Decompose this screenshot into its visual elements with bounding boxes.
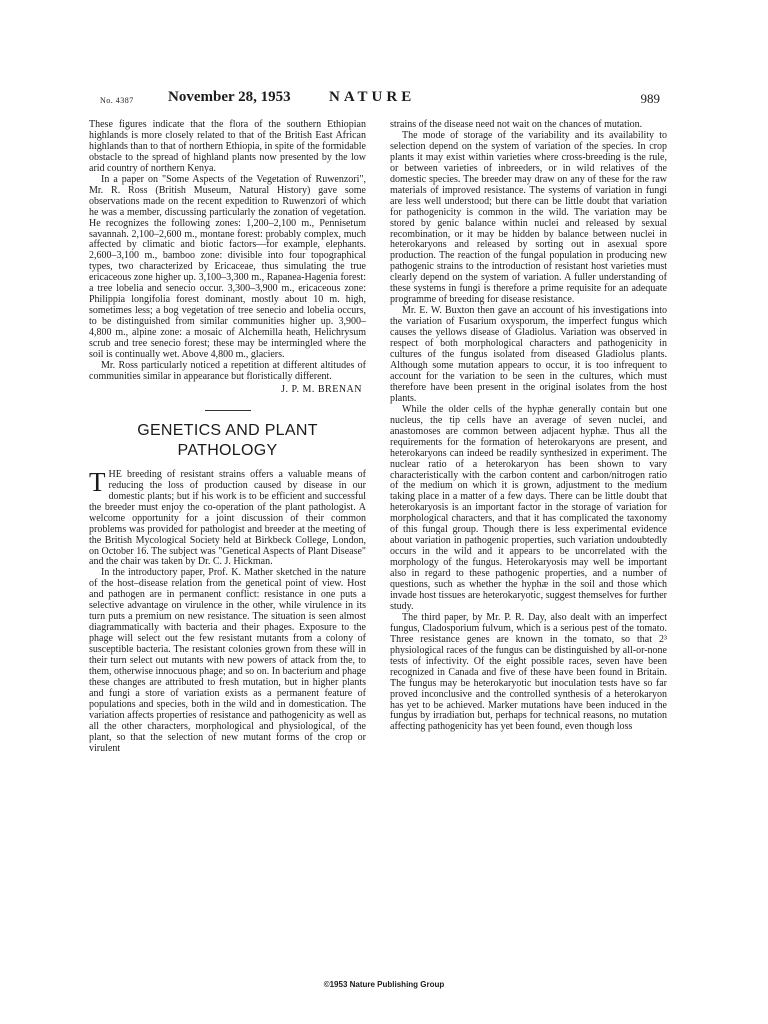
page-number: 989: [640, 91, 660, 106]
paragraph: While the older cells of the hyphæ generally contain but one nucleus, the tip cells have an average of seven nuclei, and anastomoses are common between adjacent hyphæ. Thus all the requirements for the formation of heterokaryons are present, and heterokaryons can indeed be readily synthesized in experiment. The nuclear ratio of a heterokaryon has been shown to vary characteristically with the carbon content and carbon/nitrogen ratio of the medium on which it is grown, adjustment to the medium taking place in a matter of a few days. There can be little doubt that heterokaryosis is an important factor in the storage of variation for morphological characters, and that it has complicated the taxonomy of this fungal group. Though there is less experimental evidence about variation in pathogenic properties, such variation undoubtedly occurs in the wild and it appears to be uncorrelated with the morphology of the fungus. Heterokaryosis may well be important also in regard to these pathogenic properties, and a number of questions, such as whether the hyphæ in the soil and those which invade host tissues are heterokaryotic, suggest themselves for further study.: [390, 403, 667, 612]
paragraph: Mr. Ross particularly noticed a repetition at different altitudes of communities similar in appearance but floristically different.: [89, 359, 366, 382]
paragraph: In the introductory paper, Prof. K. Mather sketched in the nature of the host–disease relation from the genetical point of view. Host and pathogen are in permanent conflict: resistance in one puts a selective advantage on virulence in the other, while virulence in its turn puts a premium on new resistance. The situation is seen almost diagrammatically with bacteria and their phages. Exposure to the phage will select out the few resistant mutants from a colony of susceptible bacteria. The resistant colonies grown from these will in their turn select out mutants with new powers of attack from the, to them, otherwise innocuous phage; and so on. In bacterium and phage these changes are attributed to fresh mutation, but in higher plants and fungi a store of variation exists as a permanent feature of populations and species, both in the wild and in domestication. The variation affects properties of resistance and pathogenicity as well as all the other characters, morphological and physiological, of the plant, so that the selection of new mutant forms of the crop or virulent: [89, 567, 366, 754]
right-column: [390, 120, 667, 733]
issue-number: No. 4387: [100, 96, 134, 105]
page-header: [100, 88, 660, 110]
drop-cap: T: [89, 466, 106, 497]
article-title-line: PATHOLOGY: [177, 441, 278, 459]
left-column: [89, 120, 366, 755]
paragraph: In a paper on "Some Aspects of the Vegetation of Ruwenzori", Mr. R. Ross (British Museum, Natural History) gave some observations made on the recent expedition to Ruwenzori of which he was a member, discussing particularly the zonation of vegetation. He recognizes the following zones: 1,200–2,100 m., Pennisetum savannah. 2,100–2,600 m., montane forest: probably complex, much affected by climatic and biotic factors—for example, elephants. 2,600–3,100 m., bamboo zone: divisible into four topographical types, two characterized by Ericaceae, thus simulating the true ericaceous zone higher up. 3,100–3,300 m., Rapanea-Hagenia forest: a tree lobelia and senecio occur. 3,300–3,900 m., ericaceous zone: Philippia longifolia forest dominant, mostly about 10 m. high, sometimes less; a bog vegetation of tree senecio and lobelia occurs, to be distinguished from similar communities higher up. 3,900–4,800 m., alpine zone: a mosaic of Alchemilla heath, Helichrysum scrub and tree senecio forest; these may be intermingled where the soil is continually wet. Above 4,800 m., glaciers.: [89, 173, 366, 361]
paragraph: The mode of storage of the variability and its availability to selection depend on the system of variation of the species. In crop plants it may exist within varieties where cross-breeding is the rule, or between varieties of inbreeders, or in wild relatives of the domestic species. The breeder may draw on any of these for the raw materials of improved resistance. The systems of variation in fungi are less well understood; but there can be little doubt that variation for pathogenicity is common in the wild. The variation may be stored by genic balance within nuclei and released by sexual recombination, or it may be hidden by balance between nuclei in heterokaryons and released by sorting out in asexual spore production. The reaction of the fungal population in producing new pathogenic strains to the introduction of resistant host varieties must clearly depend on the system of variation. A fuller understanding of these systems in fungi is therefore a prime requisite for an adequate programme of breeding for disease resistance.: [390, 129, 667, 306]
paragraph: The third paper, by Mr. P. R. Day, also dealt with an imperfect fungus, Cladosporium fulvum, which is a serious pest of the tomato. Three resistance genes are known in the tomato, so that 2³ physiological races of the fungus can be distinguished by all-or-none tests of infectivity. Of the eight possible races, seven have been recognized in Canada and five of these have been found in Britain. The fungus may be heterokaryotic but inoculation tests have so far proved inconclusive and the controlled synthesis of a heterokaryon has yet to be achieved. Marker mutations have been induced in the fungus by irradiation but, perhaps for technical reasons, no mutation affecting pathogenicity has yet been found, even though loss: [390, 611, 667, 733]
article-title: [89, 421, 366, 461]
copyright-footer: ©1953 Nature Publishing Group: [323, 980, 445, 989]
paragraph: These figures indicate that the flora of the southern Ethiopian highlands is more closely related to that of the British East African highlands than to that of northern Ethiopia, in spite of the formidable obstacle to the spread of highland plants now presented by the low arid country of northern Kenya.: [89, 119, 366, 174]
article-title-line: GENETICS AND PLANT: [137, 421, 318, 439]
author-signature: J. P. M. BRENAN: [281, 383, 362, 395]
issue-date: November 28, 1953: [168, 89, 291, 105]
paragraph-text: HE breeding of resistant strains offers a valuable means of reducing the loss of production caused by disease in our domestic plants; but if his work is to be efficient and successful the breeder must enjoy the co-operation of the plant pathologist. A welcome opportunity for a joint discussion of their common problems was provided for pathologist and breeder at the meeting of the British Mycological Society held at Birkbeck College, London, on October 16. The subject was "Genetical Aspects of Plant Disease" and the chair was taken by Dr. C. J. Hickman.: [89, 468, 366, 568]
paragraph: strains of the disease need not wait on the chances of mutation.: [390, 119, 643, 130]
paragraph: [89, 466, 366, 569]
section-divider: [205, 410, 251, 411]
paragraph: Mr. E. W. Buxton then gave an account of his investigations into the variation of Fusarium oxysporum, the imperfect fungus which causes the yellows disease of Gladiolus. Variation was observed in respect of both morphological characters and pathogenicity in cultures of the fungus isolated from diseased Gladiolus plants. Although some mutation appears to occur, it is too infrequent to account for the variation to be seen in the cultures, which must therefore have been present in the original isolates from the host plants.: [390, 305, 667, 404]
journal-name: NATURE: [329, 89, 416, 105]
